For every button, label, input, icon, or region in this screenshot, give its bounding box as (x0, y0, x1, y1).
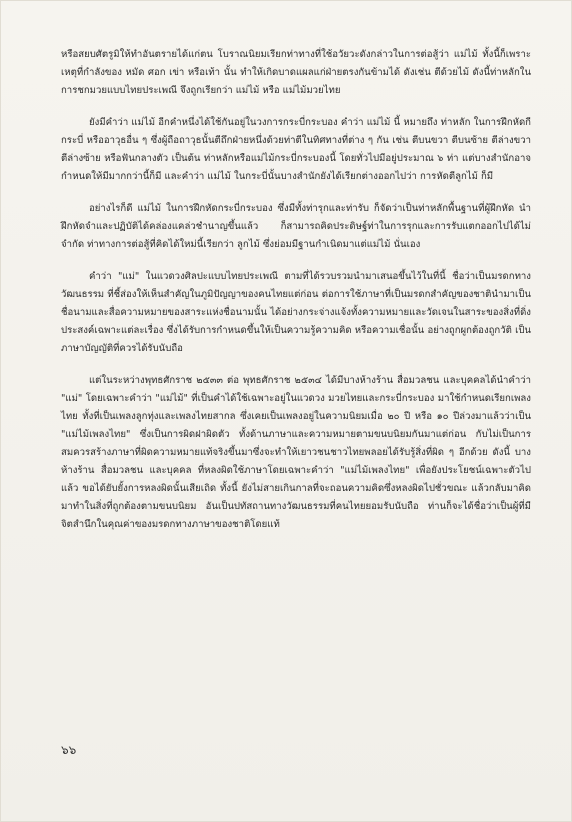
paragraph-4: คำว่า "แม่" ในแวดวงศิลปะแบบไทยประเพณี ตามที่ได้รวบรวมนำมาเสนอขึ้นไว้ในที่นี้ ชื่อว่าเป็นมรดกทางวัฒนธรรม ที่ชี้ส่องให้เห็นสำคัญในภูมิปัญญาของคนไทยแต่ก่อน ต่อการใช้ภาษาที่เป็นมรดกสำคัญของชาตินำมาเป็นชื่อนามและสื่อความหมายของสาระแห่งชื่อนามนั้น ได้อย่างกระจ่างแจ้งทั้งความหมายและวัดเจนในสาระของสิ่งที่ดิ่งประสงค์เฉพาะแต่ละเรื่อง ซึ่งได้รับการกำหนดขึ้นให้เป็นความรู้ความคิด หรือความเชื่อนั้น อย่างถูกผูกต้องถูกวัติ เป็นภาษาบัญญัติที่ควรได้รับนับถือ (61, 271, 531, 354)
page-number: ๖๖ (61, 743, 77, 757)
paragraph-1: หรือสยบศัตรูมิให้ทำอันตรายได้แก่ตน โบราณนิยมเรียกท่าทางที่ใช้อวัยวะดังกล่าวในการต่อสู้ว่า แม่ไม้ ทั้งนี้ก็เพราะเหตุที่กำลังของ หมัด ศอก เข่า หรือเท้า นั้น ทำให้เกิดบาดแผลแก่ฝ่ายตรงกันข้ามได้ ดังเช่น ตีด้วยไม้ ดังนี้ท่าหลักในการชกมวยแบบไทยประเพณี จึงถูกเรียกว่า แม่ไม้ หรือ แม่ไม้มวยไทย (61, 49, 531, 96)
paragraph-3: อย่างไรก็ดี แม่ไม้ ในการฝึกหัดกระบี่กระบอง ซึ่งมีทั้งท่ารุกและท่ารับ ก็จัดว่าเป็นท่าหลักพื้นฐานที่ผู้ฝึกหัด นำฝึกหัดจำและปฏิบัติได้คล่องแคล่วชำนาญขึ้นแล้ว ก็สามารถคิดประดิษฐ์ท่าในการรุกและการรับแตกออกไปได้ไม่จำกัด ท่าทางการต่อสู้ที่คิดได้ใหม่นี้เรียกว่า ลูกไม้ ซึ่งย่อมมีฐานกำเนิดมาแต่แม่ไม้ นั่นเอง (61, 203, 531, 250)
paragraph-5: แต่ในระหว่างพุทธศักราช ๒๕๓๓ ต่อ พุทธศักราช ๒๕๓๔ ได้มีบางห้างร้าน สื่อมวลชน และบุคคลได้นำคำว่า "แม่" โดยเฉพาะคำว่า "แม่ไม้" ที่เป็นคำได้ใช้เฉพาะอยู่ในแวดวง มวยไทยและกระบี่กระบอง มาใช้กำหนดเรียกเพลงไทย ทั้งที่เป็นเพลงลูกทุ่งและเพลงไทยสากล ซึ่งเคยเป็นเพลงอยู่ในความนิยมเมื่อ ๒๐ ปี หรือ ๑๐ ปีล่วงมาแล้วว่าเป็น "แม่ไม้เพลงไทย" ซึ่งเป็นการผิดฝาผิดตัว ทั้งด้านภาษาและความหมายตามขนบนิยมกันมาแต่ก่อน กับไม่เป็นการสมควรสร้างภาษาที่ผิดความหมายแท้จริงขึ้นมาซึ่งจะทำให้เยาวชนชาวไทยพลอยได้รับรู้สิ่งที่ผิด ๆ อีกด้วย ดังนี้ บางห้างร้าน สื่อมวลชน และบุคคล ที่หลงผิดใช้ภาษาโดยเฉพาะคำว่า "แม่ไม้เพลงไทย" เพื่อยังประโยชน์เฉพาะตัวไปแล้ว ขอได้ยับยั้งการหลงผิดนั้นเสียเถิด ทั้งนี้ ยังไม่สายเกินกาลที่จะถอนความคิดซึ่งหลงผิดไปชั่วขณะ แล้วกลับมาคิดมาทำในสิ่งที่ถูกต้องตามขนบนิยม อันเป็นปทัสถานทางวัฒนธรรมที่คนไทยยอมรับนับถือ ท่านก็จะได้ชื่อว่าเป็นผู้ที่มีจิตสำนึกในคุณค่าของมรดกทางภาษาของชาติโดยแท้ (61, 375, 531, 530)
page-body (61, 46, 531, 548)
paragraph-2: ยังมีคำว่า แม่ไม้ อีกคำหนึ่งได้ใช้กันอยู่ในวงการกระบี่กระบอง คำว่า แม่ไม้ นี้ หมายถึง ท่าหลัก ในการฝึกหัดกีกระบี่ หรืออาวุธอื่น ๆ ซึ่งผู้ถือถาวุธนั้นตีถึกฝ่ายหนึ่งด้วยท่าตีในทิศทางที่ต่าง ๆ กัน เช่น ตีบนขวา ตีบนซ้าย ตีล่างขวา ตีล่างซ้าย หรือฟันกลางตัว เป็นต้น ท่าหลักหรือแม่ไม้กระบี่กระบองนี้ โดยทั่วไปมีอยู่ประมาณ ๖ ท่า แต่บางสำนักอาจกำหนดให้มีมากกว่านี้ก็มี และคำว่า แม่ไม้ ในกระบี่นั้นบางสำนักยังได้เรียกต่างออกไปว่า การหัดตีลูกไม้ ก็มี (61, 117, 531, 182)
